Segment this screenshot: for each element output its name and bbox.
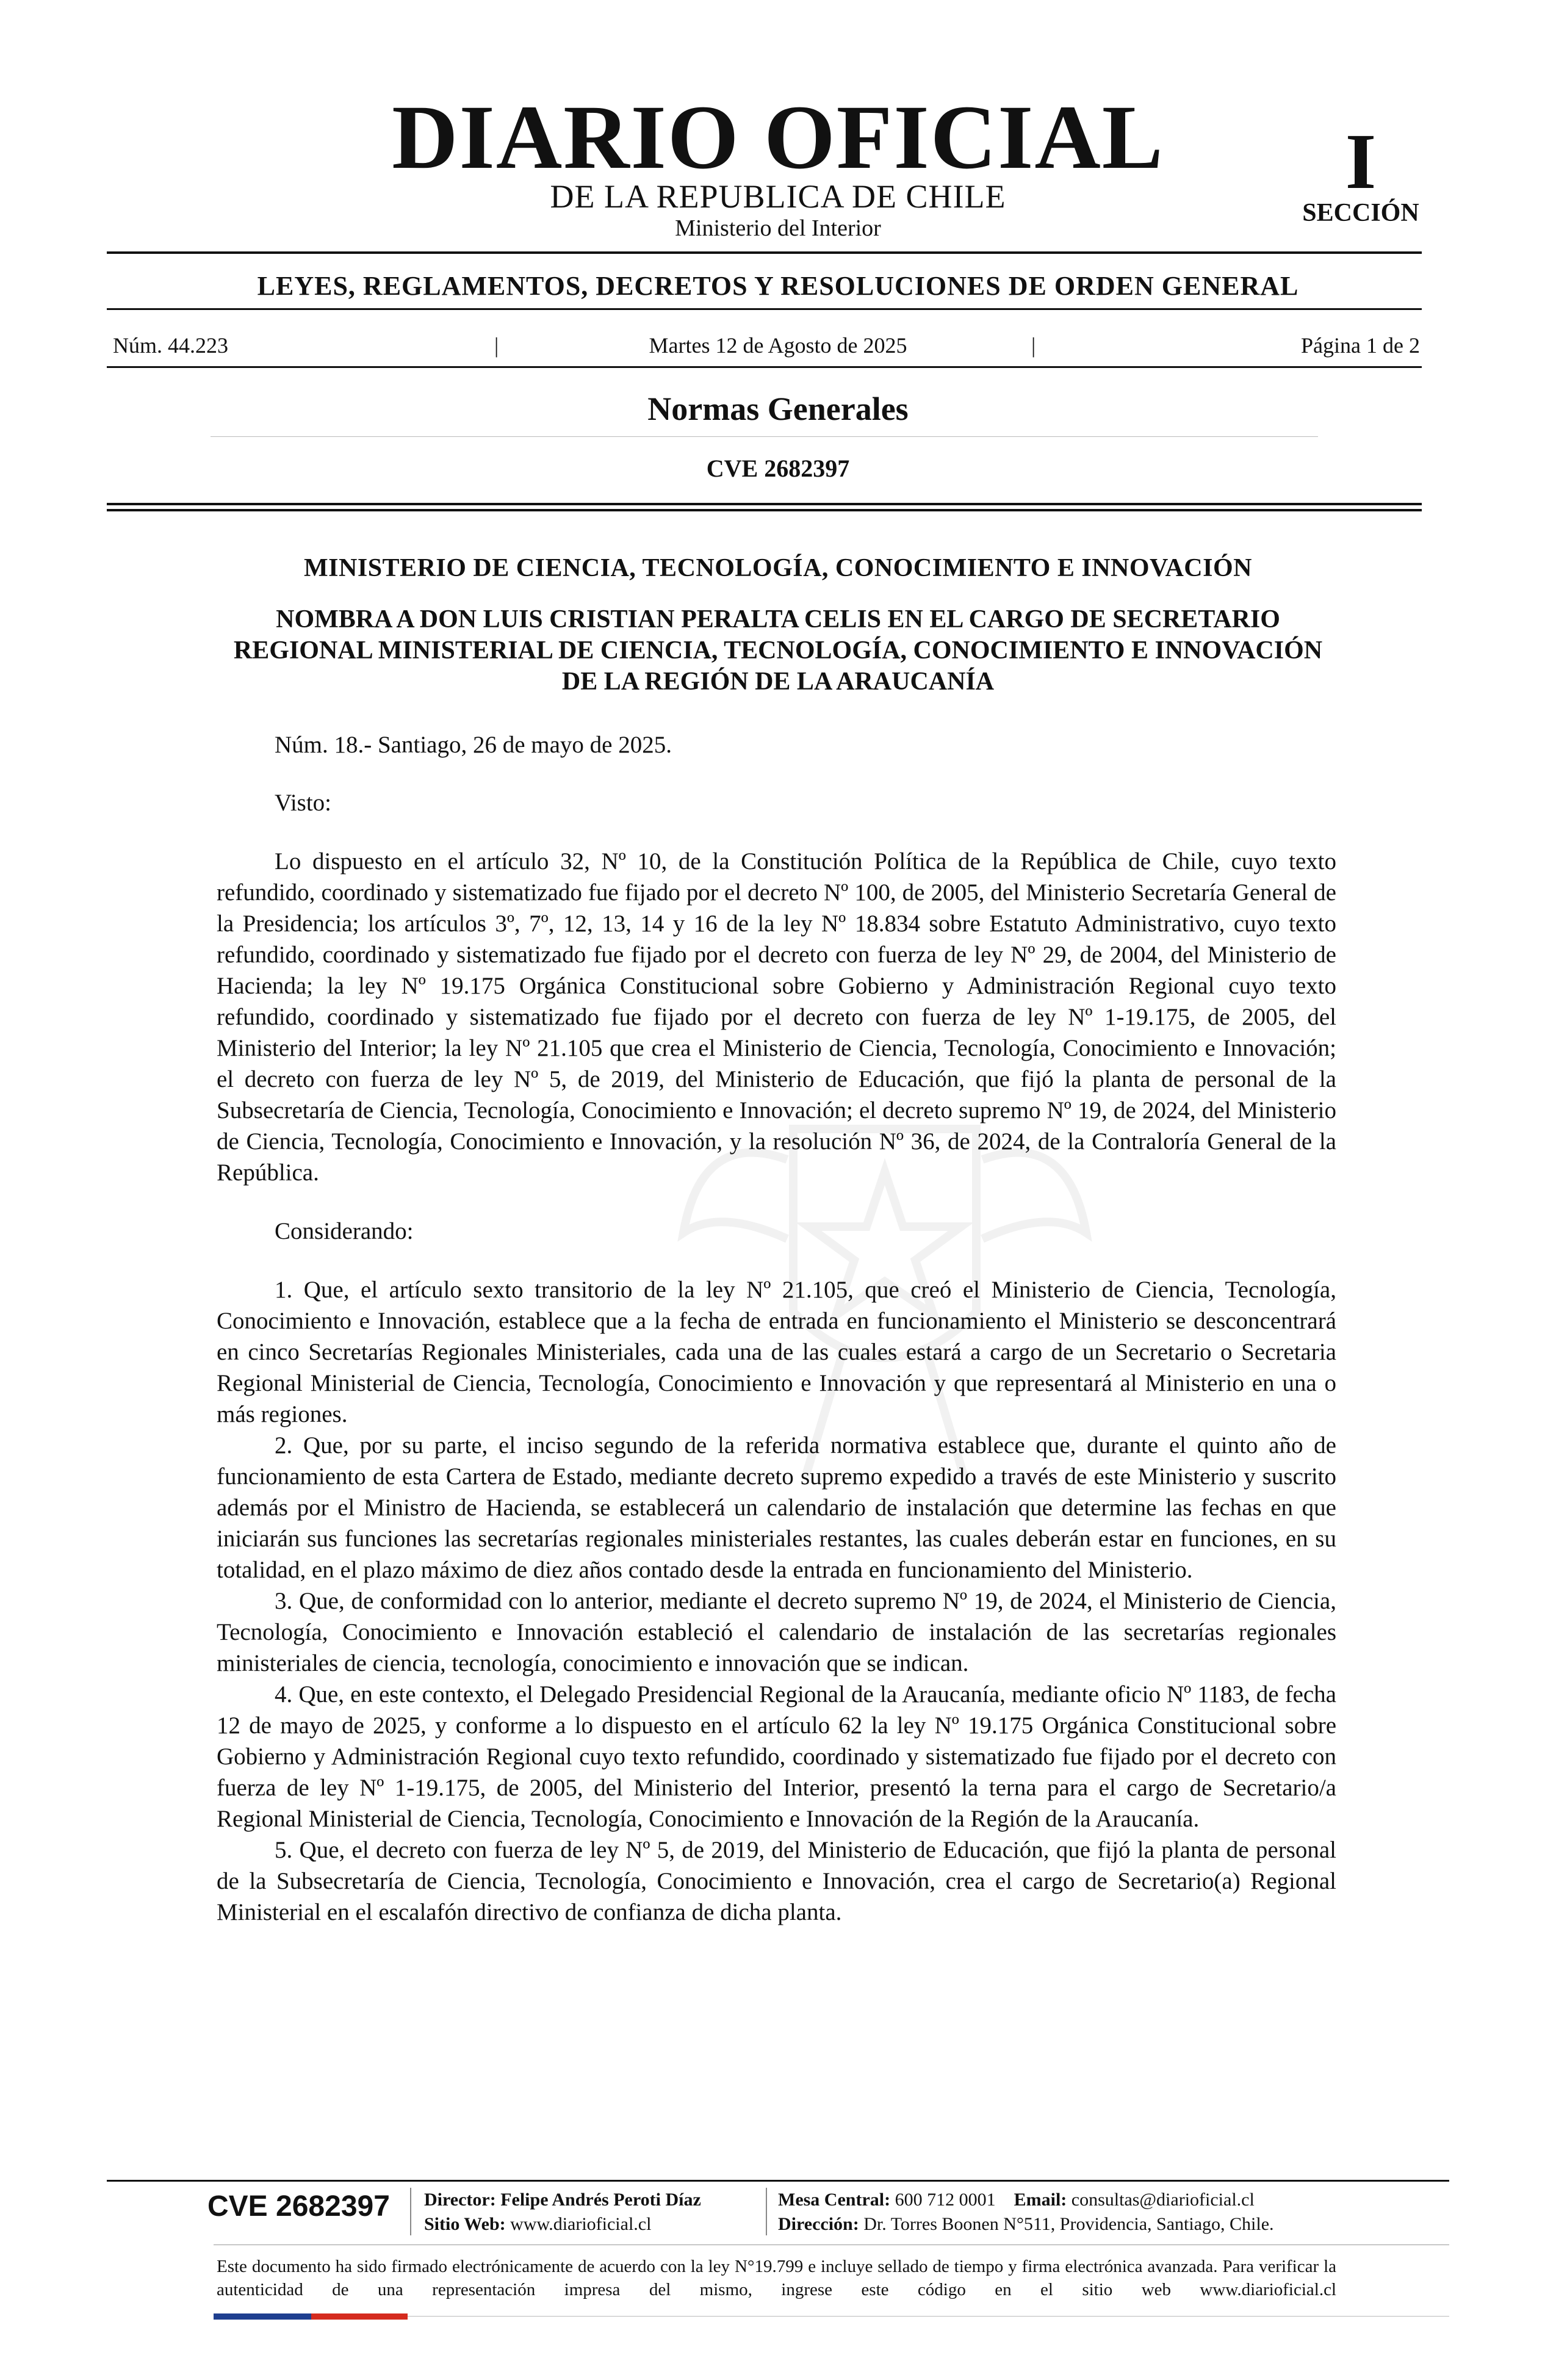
considerando-item: 4. Que, en este contexto, el Delegado Presidencial Regional de la Araucanía, mediante oficio Nº 1183, de fecha 12 de mayo de 2025, y conforme a lo dispuesto en el artículo 62 la ley Nº 19.175 Orgánica Constitucional sobre Gobierno y Administración Regional cuyo texto refundido, coordinado y sistematizado fue fijado por el decreto con fuerza de ley Nº 1-19.175, de 2005, del Ministerio del Interior, presentó la terna para el cargo de Secretario/a Regional Ministerial de Ciencia, Tecnología, Conocimiento e Innovación de la Región de la Araucanía. — [217, 1681, 1336, 1832]
cve-code: CVE 2682397 — [706, 455, 850, 482]
header-rule-mid — [107, 308, 1422, 310]
double-rule-top — [107, 503, 1422, 505]
section-label: SECCIÓN — [1302, 199, 1419, 227]
ministry-name: MINISTERIO DE CIENCIA, TECNOLOGÍA, CONOCIMIENTO E INNOVACIÓN — [304, 554, 1252, 582]
issue-page: Página 1 de 2 — [1301, 333, 1420, 358]
double-rule-bottom — [107, 509, 1422, 511]
newspaper-subtitle: DE LA REPUBLICA DE CHILE — [550, 178, 1006, 215]
issue-number: Núm. 44.223 — [113, 333, 228, 358]
place-date: Núm. 18.- Santiago, 26 de mayo de 2025. — [275, 732, 672, 758]
newspaper-title: DIARIO OFICIAL — [392, 87, 1164, 188]
email-link[interactable]: consultas@diarioficial.cl — [1071, 2190, 1255, 2210]
visto-label: Visto: — [275, 790, 332, 816]
considerando-item: 5. Que, el decreto con fuerza de ley Nº 5, de 2019, del Ministerio de Educación, que fijó la planta de personal de la Subsecretaría de Ciencia, Tecnología, Conocimiento e Innovación, crea el cargo de Secretario(a) Regional Ministerial en el escalafón directivo de confianza de dicha planta. — [217, 1837, 1336, 1925]
section-title-underline — [211, 436, 1318, 437]
director-name: Felipe Andrés Peroti Díaz — [500, 2190, 701, 2210]
issue-date: Martes 12 de Agosto de 2025 — [649, 333, 907, 358]
footer-contact-left — [424, 2188, 701, 2237]
section-title: Normas Generales — [647, 391, 909, 427]
website-link[interactable]: www.diarioficial.cl — [510, 2214, 652, 2234]
legal-notice: Este documento ha sido firmado electrónicamente de acuerdo con la ley N°19.799 e incluye sellado de tiempo y firma electrónica avanzada. Para verificar la autenticidad de una representación impresa del mismo, ingrese este código en el sitio web www.diarioficial.cl — [217, 2257, 1336, 2299]
footer-rule-top — [107, 2180, 1449, 2182]
considerando-item: 1. Que, el artículo sexto transitorio de la ley Nº 21.105, que creó el Ministerio de Ciencia, Tecnología, Conocimiento e Innovación, establece que a la fecha de entrada en funcionamiento el Ministerio se desconcentrará en cinco Secretarías Regionales Ministeriales, cada una de las cuales estará a cargo de un Secretario o Secretaria Regional Ministerial de Ciencia, Tecnología, Conocimiento e Innovación y que representará al Ministerio en una o más regiones. — [217, 1277, 1336, 1427]
decree-body — [217, 729, 1336, 1928]
footer-divider-left — [410, 2188, 411, 2235]
visto-text: Lo dispuesto en el artículo 32, Nº 10, de la Constitución Política de la República de Chile, cuyo texto refundido, coordinado y sistematizado fue fijado por el decreto Nº 100, de 2005, del Ministerio Secretaría General de la Presidencia; los artículos 3º, 7º, 12, 13, 14 y 16 de la ley Nº 18.834 sobre Estatuto Administrativo, cuyo texto refundido, coordinado y sistematizado fue fijado por el decreto con fuerza de ley Nº 29, de 2004, del Ministerio de Hacienda; la ley Nº 19.175 Orgánica Constitucional sobre Gobierno y Administración Regional cuyo texto refundido, coordinado y sistematizado fue fijado por el decreto con fuerza de ley Nº 1-19.175, de 2005, del Ministerio del Interior; la ley Nº 21.105 que crea el Ministerio de Ciencia, Tecnología, Conocimiento e Innovación; el decreto con fuerza de ley Nº 5, de 2019, del Ministerio de Educación, que fijó la planta de personal de la Subsecretaría de Ciencia, Tecnología, Conocimiento e Innovación; el decreto supremo Nº 19, de 2024, del Ministerio de Ciencia, Tecnología, Conocimiento e Innovación, y la resolución Nº 36, de 2024, de la Contraloría General de la República. — [217, 848, 1336, 1186]
newspaper-ministry: Ministerio del Interior — [675, 215, 881, 241]
address-label: Dirección: — [778, 2214, 859, 2234]
footer-contact-right — [778, 2188, 1274, 2237]
considerando-item: 2. Que, por su parte, el inciso segundo de la referida normativa establece que, durante el quinto año de funcionamiento de esta Cartera de Estado, mediante decreto supremo expedido a través de este Ministerio y suscrito además por el Ministro de Hacienda, se establecerá un calendario de instalación que determine las fechas en que iniciarán sus funciones las secretarías regionales ministeriales restantes, las cuales deberán estar en funciones, en su totalidad, en el plazo máximo de diez años contado desde la entrada en funcionamiento del Ministerio. — [217, 1432, 1336, 1583]
issue-separator: | — [1031, 333, 1036, 358]
footer-divider-right — [766, 2188, 767, 2235]
flag-stripe-blue — [214, 2313, 311, 2320]
considerando-label: Considerando: — [275, 1218, 414, 1244]
section-numeral: I — [1345, 118, 1377, 206]
footer-rule-end — [408, 2316, 1449, 2317]
issue-rule — [107, 366, 1422, 368]
header-rule-top — [107, 251, 1422, 254]
director-label: Director: — [424, 2190, 496, 2210]
flag-stripe-red — [311, 2313, 408, 2320]
decree-title: NOMBRA A DON LUIS CRISTIAN PERALTA CELIS EN EL CARGO DE SECRETARIO REGIONAL MINISTERIAL DE CIENCIA, TECNOLOGÍA, CONOCIMIENTO E INNOVACIÓN DE LA REGIÓN DE LA ARAUCANÍA — [233, 605, 1323, 696]
footer-cve-code: CVE 2682397 — [207, 2190, 390, 2223]
considerando-item: 3. Que, de conformidad con lo anterior, mediante el decreto supremo Nº 19, de 2024, el Ministerio de Ciencia, Tecnología, Conocimiento e Innovación estableció el calendario de instalación de las secretarías regionales ministeriales de ciencia, tecnología, conocimiento e innovación que se indican. — [217, 1588, 1336, 1676]
general-heading: LEYES, REGLAMENTOS, DECRETOS Y RESOLUCIONES DE ORDEN GENERAL — [257, 271, 1299, 301]
phone-label: Mesa Central: — [778, 2190, 891, 2210]
email-label: Email: — [1014, 2190, 1067, 2210]
website-label: Sitio Web: — [424, 2214, 506, 2234]
issue-separator: | — [494, 333, 499, 358]
phone-number: 600 712 0001 — [895, 2190, 996, 2210]
address-text: Dr. Torres Boonen N°511, Providencia, Santiago, Chile. — [863, 2214, 1274, 2234]
